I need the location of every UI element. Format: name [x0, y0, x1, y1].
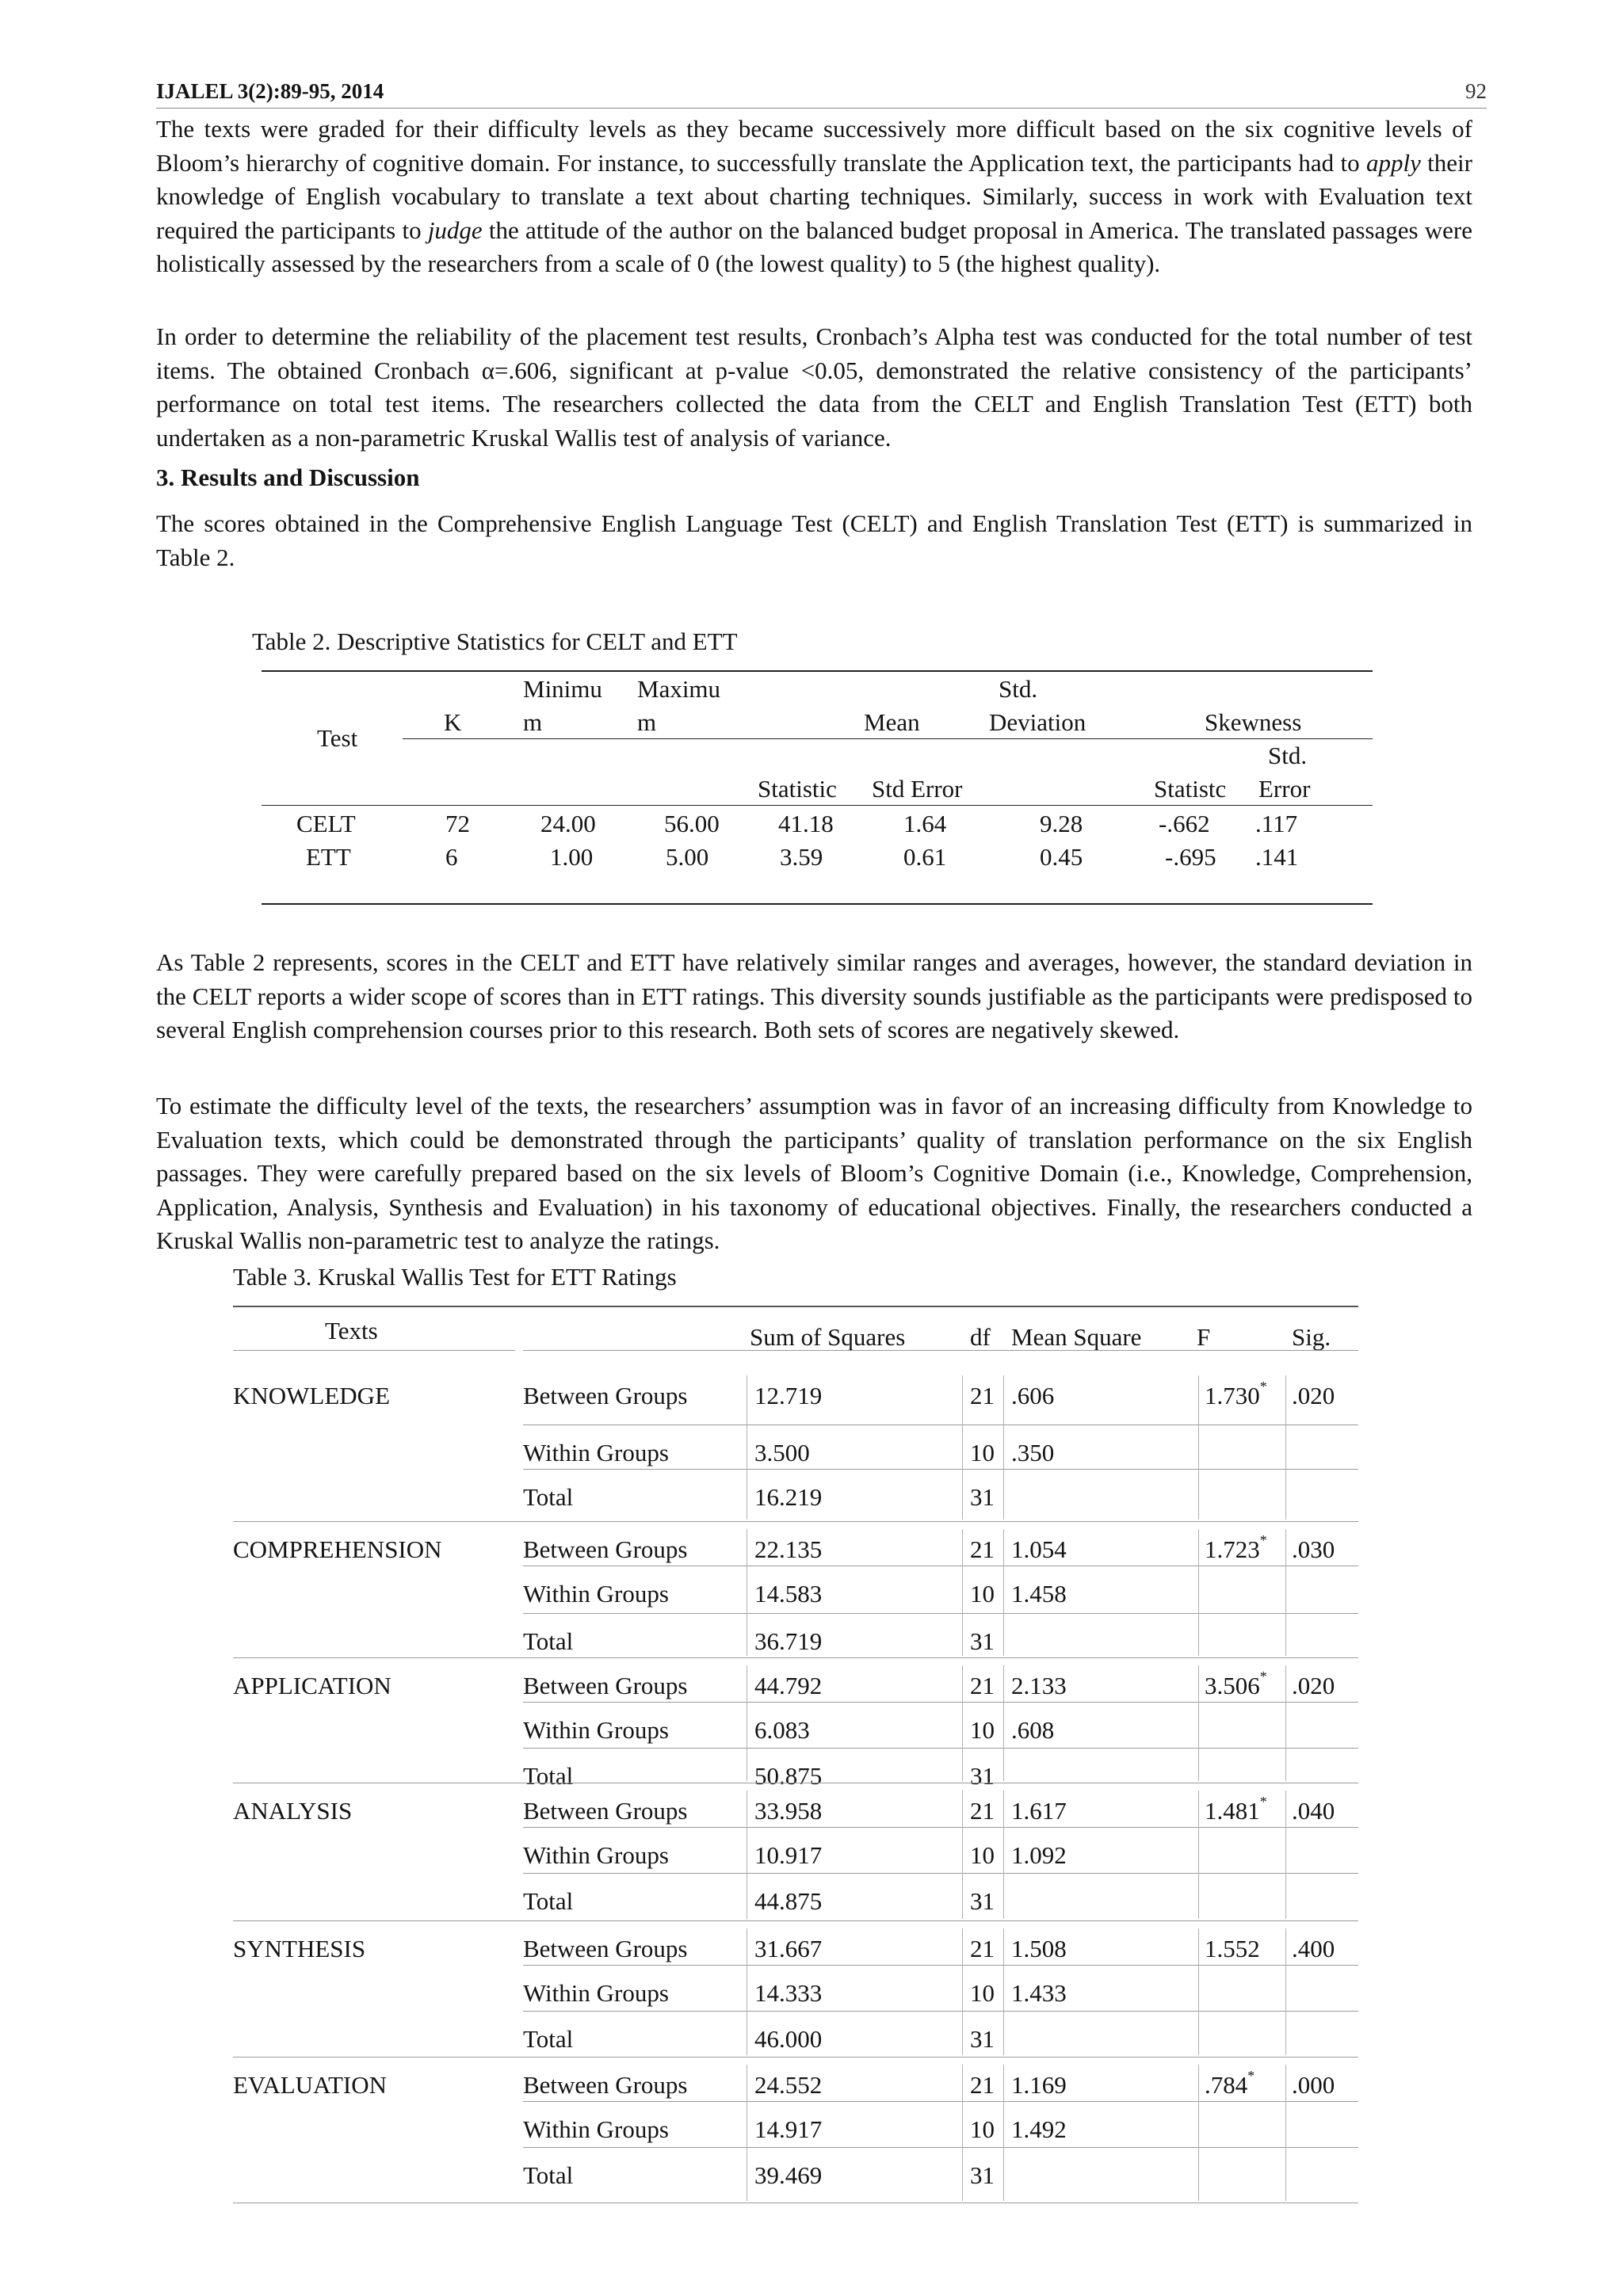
table-cell-sig: .030 [1292, 1535, 1335, 1563]
significance-star: * [1259, 1669, 1267, 1684]
table2-body-rule [262, 805, 1373, 806]
col-header-minimum: Minimu [523, 675, 602, 703]
table-cell-sum-of-squares: 46.000 [754, 2025, 823, 2053]
table-cell-mean-square: 1.617 [1011, 1797, 1067, 1825]
table-cell-sum-of-squares: 10.917 [754, 1841, 823, 1869]
table-cell-mean-square: .606 [1011, 1382, 1055, 1409]
table-cell-source: Between Groups [523, 1672, 688, 1699]
table-cell-test: CELT [296, 810, 356, 837]
table-cell-sum-of-squares: 50.875 [754, 1762, 823, 1790]
column-rule [1198, 1791, 1199, 1919]
significance-star: * [1259, 1532, 1267, 1548]
table3-caption: Table 3. Kruskal Wallis Test for ETT Ratings [233, 1263, 677, 1291]
table-cell-source: Total [523, 1887, 574, 1915]
table-cell-sum-of-squares: 31.667 [754, 1935, 823, 1962]
column-rule [962, 1375, 963, 1520]
row-rule [523, 2011, 1358, 2012]
table-cell-mean-square: 1.169 [1011, 2071, 1067, 2099]
table-cell-df: 10 [970, 1716, 995, 1744]
col-header-mean: Mean [864, 708, 920, 736]
col-header-sum-of-squares: Sum of Squares [750, 1323, 906, 1351]
column-rule [1198, 2065, 1199, 2201]
section-heading: 3. Results and Discussion [156, 463, 420, 491]
table-cell-k: 72 [445, 810, 470, 837]
row-rule [523, 1748, 1358, 1749]
col-header-f: F [1197, 1323, 1211, 1351]
table-cell-std-dev: 0.45 [1040, 843, 1083, 871]
column-rule [962, 1791, 963, 1919]
column-rule [1285, 1928, 1286, 2055]
row-rule [523, 1965, 1358, 1966]
paragraph-1: The texts were graded for their difficulty levels as they became successively more difficult based on the six cognitive levels of Bloom’s hierarchy of cognitive domain. For instance, to successfully translate the Application text, the participants had to apply their knowledge of English vocabulary to translate a text about charting techniques. Similarly, success in work with Evaluation text required the participants to judge the attitude of the author on the balanced budget proposal in America. The translated passages were holistically assessed by the researchers from a scale of 0 (the lowest quality) to 5 (the highest quality). [156, 115, 1472, 277]
col-header-minimum-cont: m [523, 708, 543, 736]
table-cell-df: 31 [970, 2025, 995, 2053]
group-rule [233, 1657, 1358, 1658]
table-cell-source: Between Groups [523, 1797, 688, 1825]
column-rule [962, 1928, 963, 2055]
column-rule [962, 2065, 963, 2201]
col-header-sig: Sig. [1292, 1323, 1331, 1351]
column-rule [962, 1529, 963, 1656]
group-label: EVALUATION [233, 2071, 388, 2099]
subheader-std-error: Std Error [872, 775, 963, 803]
f-value: 1.730 [1205, 1382, 1260, 1409]
table-cell-sum-of-squares: 3.500 [754, 1439, 810, 1466]
table-cell-sum-of-squares: 14.333 [754, 1979, 823, 2007]
table-cell-source: Within Groups [523, 1439, 669, 1466]
col-header-std-deviation: Deviation [989, 708, 1086, 736]
col-header-texts: Texts [325, 1317, 378, 1344]
table-cell-source: Total [523, 2161, 574, 2189]
table-cell-sum-of-squares: 16.219 [754, 1483, 823, 1511]
table-cell-source: Total [523, 1483, 574, 1511]
col-header-maximum: Maximu [637, 675, 721, 703]
table-cell-sum-of-squares: 14.917 [754, 2115, 823, 2143]
group-rule [233, 1521, 1358, 1522]
group-label: SYNTHESIS [233, 1935, 366, 1962]
table-cell-source: Between Groups [523, 1382, 688, 1409]
table-cell-sum-of-squares: 33.958 [754, 1797, 823, 1825]
table-cell-mean-square: 2.133 [1011, 1672, 1067, 1699]
table-cell-f [1205, 1669, 1267, 1700]
col-header-skewness: Skewness [1205, 708, 1302, 736]
row-rule [523, 1873, 1358, 1874]
col-header-k: K [444, 708, 462, 736]
col-header-df: df [970, 1323, 991, 1351]
table-cell-df: 31 [970, 1887, 995, 1915]
f-value: 1.723 [1205, 1535, 1260, 1563]
table-cell-df: 10 [970, 2115, 995, 2143]
group-label: KNOWLEDGE [233, 1382, 391, 1409]
table-cell-sum-of-squares: 6.083 [754, 1716, 810, 1744]
table3 [233, 1306, 1358, 2206]
table-cell-sig: .000 [1292, 2071, 1335, 2099]
table-cell-mean-square: 1.458 [1011, 1580, 1067, 1608]
table-cell-df: 10 [970, 1439, 995, 1466]
table-cell-f [1205, 2068, 1255, 2100]
table2-bottom-rule [262, 903, 1373, 905]
table-cell-mean: 3.59 [780, 843, 823, 871]
table-cell-sum-of-squares: 36.719 [754, 1627, 823, 1655]
table3-header-rule [523, 1350, 1358, 1351]
paragraph-5: To estimate the difficulty level of the texts, the researchers’ assumption was in favor of an increasing difficulty from Knowledge to Evaluation texts, which could be demonstrated through the participants’ quality of translation performance on the six English passages. They were carefully prepared based on the six levels of Bloom’s Cognitive Domain (i.e., Knowledge, Comprehension, Application, Analysis, Synthesis and Evaluation) in his taxonomy of educational objectives. Finally, the researchers conducted a Kruskal Wallis non-parametric test to analyze the ratings. [156, 1092, 1472, 1254]
table-cell-df: 10 [970, 1979, 995, 2007]
table-cell-sum-of-squares: 22.135 [754, 1535, 823, 1563]
column-rule [1198, 1665, 1199, 1781]
table-cell-df: 31 [970, 2161, 995, 2189]
table-cell-sum-of-squares: 12.719 [754, 1382, 823, 1409]
column-rule [1198, 1529, 1199, 1656]
col-header-maximum-cont: m [637, 708, 657, 736]
subheader-skew-std: Std. [1268, 742, 1308, 769]
table-cell-source: Between Groups [523, 2071, 688, 2099]
table-cell-skew: -.662 [1159, 810, 1210, 837]
table-cell-source: Within Groups [523, 2115, 669, 2143]
col-header-test: Test [317, 724, 358, 752]
table3-top-rule [233, 1306, 1358, 1307]
row-rule [523, 2147, 1358, 2148]
column-rule [1198, 1375, 1199, 1520]
column-rule [1285, 1791, 1286, 1919]
column-rule [1003, 1375, 1004, 1520]
table-cell-mean-square: 1.492 [1011, 2115, 1067, 2143]
table-cell-k: 6 [445, 843, 458, 871]
table-cell-f [1205, 1935, 1260, 1963]
table-cell-df: 21 [970, 1797, 995, 1825]
column-rule [1003, 1928, 1004, 2055]
group-label: ANALYSIS [233, 1797, 353, 1825]
table-cell-f [1205, 1532, 1267, 1564]
table-cell-test: ETT [306, 843, 351, 871]
table2 [262, 670, 1373, 906]
table-cell-source: Within Groups [523, 1716, 669, 1744]
table-cell-df: 10 [970, 1841, 995, 1869]
table-cell-mean: 41.18 [778, 810, 834, 837]
f-value: 1.481 [1205, 1797, 1260, 1825]
subheader-statistic: Statistic [758, 775, 837, 803]
column-rule [1285, 2065, 1286, 2201]
column-rule [1003, 1791, 1004, 1919]
f-value: .784 [1205, 2071, 1248, 2099]
table-cell-mean-square: 1.508 [1011, 1935, 1067, 1962]
row-rule [523, 1702, 1358, 1703]
table-cell-std-error: 0.61 [903, 843, 947, 871]
row-rule [523, 2101, 1358, 2102]
table-cell-mean-square: 1.054 [1011, 1535, 1067, 1563]
column-rule [1198, 1928, 1199, 2055]
table-cell-mean-square: 1.092 [1011, 1841, 1067, 1869]
table-cell-f [1205, 1379, 1267, 1410]
paragraph-2: In order to determine the reliability of the placement test results, Cronbach’s Alpha test was conducted for the total number of test items. The obtained Cronbach α=.606, significant at p-value <0.05, demonstrated the relative consistency of the participants’ performance on total test items. The researchers collected the data from the CELT and English Translation Test (ETT) both undertaken as a non-parametric Kruskal Wallis test of analysis of variance. [156, 322, 1472, 452]
column-rule [1285, 1665, 1286, 1781]
f-value: 1.552 [1205, 1935, 1260, 1962]
group-label: COMPREHENSION [233, 1535, 442, 1563]
f-value: 3.506 [1205, 1672, 1260, 1699]
table-cell-df: 21 [970, 1535, 995, 1563]
column-rule [1003, 1665, 1004, 1781]
subheader-skew-error: Error [1258, 775, 1311, 803]
table-cell-skew-se: .117 [1255, 810, 1298, 837]
table-cell-source: Between Groups [523, 1535, 688, 1563]
table-cell-source: Between Groups [523, 1935, 688, 1962]
table-cell-min: 24.00 [540, 810, 596, 837]
group-rule [233, 1920, 1358, 1921]
table2-caption: Table 2. Descriptive Statistics for CELT and ETT [252, 627, 738, 655]
paragraph-4: As Table 2 represents, scores in the CELT and ETT have relatively similar ranges and averages, however, the standard deviation in the CELT reports a wider scope of scores than in ETT ratings. This diversity sounds justifiable as the participants were predisposed to several English comprehension courses prior to this research. Both sets of scores are negatively skewed. [156, 948, 1472, 1043]
table-cell-df: 21 [970, 1382, 995, 1409]
table-cell-df: 21 [970, 2071, 995, 2099]
table-cell-df: 21 [970, 1672, 995, 1699]
significance-star: * [1247, 2068, 1255, 2084]
table-cell-source: Within Groups [523, 1841, 669, 1869]
table-cell-max: 56.00 [664, 810, 720, 837]
row-rule [523, 1827, 1358, 1828]
table-cell-sum-of-squares: 39.469 [754, 2161, 823, 2189]
table-cell-source: Total [523, 1762, 574, 1790]
table-cell-sig: .020 [1292, 1382, 1335, 1409]
table-cell-df: 10 [970, 1580, 995, 1608]
table-cell-df: 31 [970, 1483, 995, 1511]
table-cell-df: 21 [970, 1935, 995, 1962]
column-rule [1003, 2065, 1004, 2201]
table-cell-std-dev: 9.28 [1040, 810, 1083, 837]
column-rule [962, 1665, 963, 1781]
table-cell-sum-of-squares: 14.583 [754, 1580, 823, 1608]
table-cell-sum-of-squares: 44.792 [754, 1672, 823, 1699]
table-cell-std-error: 1.64 [903, 810, 947, 837]
table-cell-f [1205, 1794, 1267, 1825]
table-cell-sig: .040 [1292, 1797, 1335, 1825]
significance-star: * [1259, 1379, 1267, 1394]
column-rule [1003, 1529, 1004, 1656]
table-cell-min: 1.00 [550, 843, 594, 871]
group-label: APPLICATION [233, 1672, 391, 1699]
table-cell-mean-square: .608 [1011, 1716, 1055, 1744]
table-cell-sum-of-squares: 24.552 [754, 2071, 823, 2099]
table-cell-source: Total [523, 1627, 574, 1655]
column-rule [1285, 1375, 1286, 1520]
table-cell-df: 31 [970, 1762, 995, 1790]
table-cell-skew-se: .141 [1255, 843, 1299, 871]
table-cell-mean-square: 1.433 [1011, 1979, 1067, 2007]
paragraph-3: The scores obtained in the Comprehensive English Language Test (CELT) and English Translation Test (ETT) is summarized in Table 2. [156, 509, 1472, 571]
table-cell-mean-square: .350 [1011, 1439, 1055, 1466]
row-rule [523, 1613, 1358, 1614]
running-header [156, 76, 1487, 109]
page-number: 92 [1465, 79, 1487, 103]
table3-header-rule-left [233, 1350, 515, 1351]
table-cell-source: Within Groups [523, 1979, 669, 2007]
table-cell-skew: -.695 [1165, 843, 1216, 871]
table2-header-rule [403, 738, 1373, 739]
table2-top-rule [262, 670, 1373, 672]
table-cell-df: 31 [970, 1627, 995, 1655]
row-rule [523, 1469, 1358, 1470]
col-header-mean-square: Mean Square [1011, 1323, 1142, 1351]
table-cell-source: Total [523, 2025, 574, 2053]
significance-star: * [1259, 1794, 1267, 1810]
table-cell-sum-of-squares: 44.875 [754, 1887, 823, 1915]
subheader-statistc: Statistc [1154, 775, 1227, 803]
table-cell-sig: .020 [1292, 1672, 1335, 1699]
journal-citation: IJALEL 3(2):89-95, 2014 [156, 79, 384, 103]
table-cell-sig: .400 [1292, 1935, 1335, 1962]
column-rule [1285, 1529, 1286, 1656]
col-header-std: Std. [999, 675, 1038, 703]
table-cell-max: 5.00 [666, 843, 709, 871]
table-cell-source: Within Groups [523, 1580, 669, 1608]
group-rule [233, 2057, 1358, 2058]
